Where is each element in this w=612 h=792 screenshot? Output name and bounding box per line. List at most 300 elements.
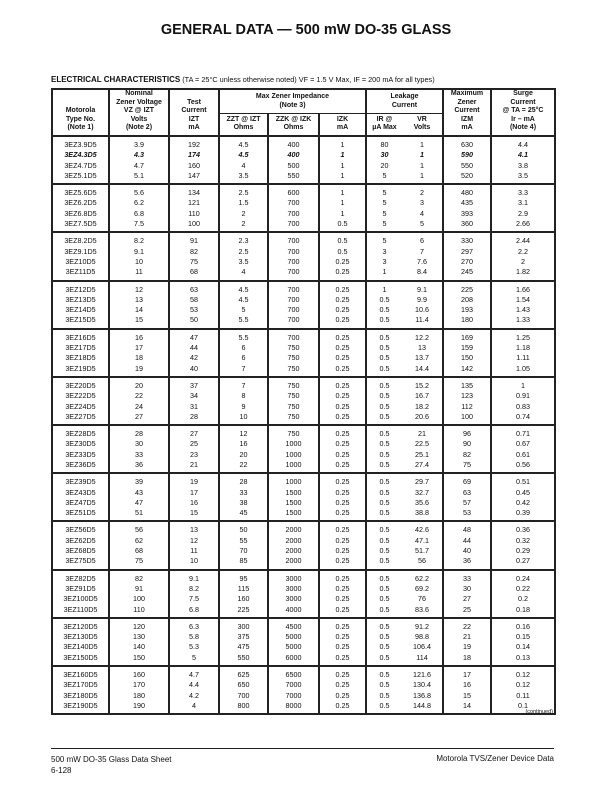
cell-ir: 30 bbox=[366, 150, 402, 160]
cell-zzt: 20 bbox=[219, 450, 268, 460]
cell-zzt: 28 bbox=[219, 473, 268, 487]
table-row bbox=[52, 570, 555, 584]
cell-ir: 5 bbox=[366, 184, 402, 198]
cell-zzk: 6000 bbox=[268, 653, 319, 666]
cell-izm: 297 bbox=[443, 247, 491, 257]
cell-test-current: 40 bbox=[169, 364, 219, 377]
cell-zzk: 700 bbox=[268, 267, 319, 280]
cell-zzt: 4.5 bbox=[219, 295, 268, 305]
cell-surge-current: 1.05 bbox=[491, 364, 555, 377]
cell-test-current: 110 bbox=[169, 209, 219, 219]
cell-nominal-voltage: 7.5 bbox=[109, 219, 169, 232]
cell-izm: 100 bbox=[443, 412, 491, 425]
cell-nominal-voltage: 82 bbox=[109, 570, 169, 584]
table-row bbox=[52, 439, 555, 449]
cell-ir: 0.5 bbox=[366, 488, 402, 498]
cell-vr: 121.6 bbox=[402, 666, 443, 680]
header-line: Current bbox=[181, 107, 207, 115]
cell-zzk: 7000 bbox=[268, 691, 319, 701]
cell-nominal-voltage: 39 bbox=[109, 473, 169, 487]
cell-type-no: 3EZ56D5 bbox=[52, 521, 109, 535]
cell-nominal-voltage: 15 bbox=[109, 315, 169, 328]
cell-type-no: 3EZ4.7D5 bbox=[52, 161, 109, 171]
cell-ir: 0.5 bbox=[366, 329, 402, 343]
cell-ir: 5 bbox=[366, 209, 402, 219]
cell-surge-current: 0.16 bbox=[491, 618, 555, 632]
cell-ir: 0.5 bbox=[366, 546, 402, 556]
cell-izm: 15 bbox=[443, 691, 491, 701]
header-line: Motorola bbox=[65, 107, 96, 115]
cell-zzk: 2000 bbox=[268, 536, 319, 546]
cell-ir: 0.5 bbox=[366, 439, 402, 449]
cell-zzt: 6 bbox=[219, 353, 268, 363]
cell-zzt: 33 bbox=[219, 488, 268, 498]
cell-surge-current: 0.83 bbox=[491, 402, 555, 412]
cell-vr: 13 bbox=[402, 343, 443, 353]
cell-izk: 1 bbox=[319, 184, 366, 198]
cell-test-current: 4 bbox=[169, 701, 219, 714]
cell-izm: 53 bbox=[443, 508, 491, 521]
cell-type-no: 3EZ82D5 bbox=[52, 570, 109, 584]
cell-test-current: 37 bbox=[169, 377, 219, 391]
cell-surge-current: 0.42 bbox=[491, 498, 555, 508]
cell-zzk: 5000 bbox=[268, 632, 319, 642]
cell-vr: 22.5 bbox=[402, 439, 443, 449]
cell-izk: 0.25 bbox=[319, 546, 366, 556]
cell-izm: 112 bbox=[443, 402, 491, 412]
table-row bbox=[52, 198, 555, 208]
cell-nominal-voltage: 14 bbox=[109, 305, 169, 315]
cell-vr: 4 bbox=[402, 209, 443, 219]
cell-izm: 245 bbox=[443, 267, 491, 280]
cell-surge-current: 2.44 bbox=[491, 232, 555, 246]
cell-izm: 75 bbox=[443, 460, 491, 473]
header-line: Surge bbox=[513, 90, 533, 97]
cell-zzt: 2 bbox=[219, 209, 268, 219]
cell-surge-current: 2.9 bbox=[491, 209, 555, 219]
cell-izk: 0.25 bbox=[319, 377, 366, 391]
cell-ir: 0.5 bbox=[366, 680, 402, 690]
cell-zzt: 550 bbox=[219, 653, 268, 666]
cell-zzt: 625 bbox=[219, 666, 268, 680]
footer-divider bbox=[51, 748, 554, 749]
cell-type-no: 3EZ13D5 bbox=[52, 295, 109, 305]
cell-test-current: 15 bbox=[169, 508, 219, 521]
cell-test-current: 8.2 bbox=[169, 584, 219, 594]
cell-izm: 520 bbox=[443, 171, 491, 184]
cell-nominal-voltage: 75 bbox=[109, 556, 169, 569]
cell-type-no: 3EZ9.1D5 bbox=[52, 247, 109, 257]
cell-zzt: 16 bbox=[219, 439, 268, 449]
cell-nominal-voltage: 6.8 bbox=[109, 209, 169, 219]
cell-nominal-voltage: 10 bbox=[109, 257, 169, 267]
cell-test-current: 16 bbox=[169, 498, 219, 508]
cell-zzt: 115 bbox=[219, 584, 268, 594]
cell-surge-current: 0.71 bbox=[491, 425, 555, 439]
cell-nominal-voltage: 190 bbox=[109, 701, 169, 714]
cell-type-no: 3EZ11D5 bbox=[52, 267, 109, 280]
header-line: ZZK @ IZK bbox=[275, 115, 312, 123]
cell-nominal-voltage: 140 bbox=[109, 642, 169, 652]
cell-surge-current: 1.11 bbox=[491, 353, 555, 363]
header-line: VR bbox=[417, 115, 427, 123]
cell-zzk: 700 bbox=[268, 295, 319, 305]
cell-vr: 83.6 bbox=[402, 605, 443, 618]
table-row bbox=[52, 257, 555, 267]
cell-vr: 38.8 bbox=[402, 508, 443, 521]
header-type bbox=[52, 89, 109, 136]
cell-izk: 1 bbox=[319, 161, 366, 171]
cell-zzk: 8000 bbox=[268, 701, 319, 714]
cell-type-no: 3EZ16D5 bbox=[52, 329, 109, 343]
cell-zzt: 800 bbox=[219, 701, 268, 714]
cell-zzt: 95 bbox=[219, 570, 268, 584]
cell-nominal-voltage: 18 bbox=[109, 353, 169, 363]
cell-vr: 62.2 bbox=[402, 570, 443, 584]
cell-vr: 144.8 bbox=[402, 701, 443, 714]
header-max-zener-current bbox=[443, 89, 491, 136]
cell-surge-current: 3.1 bbox=[491, 198, 555, 208]
cell-izk: 0.25 bbox=[319, 460, 366, 473]
cell-vr: 9.1 bbox=[402, 281, 443, 295]
cell-zzt: 4.5 bbox=[219, 281, 268, 295]
cell-zzk: 2000 bbox=[268, 556, 319, 569]
cell-surge-current: 0.32 bbox=[491, 536, 555, 546]
cell-surge-current: 1.18 bbox=[491, 343, 555, 353]
header-line: Ohms bbox=[283, 124, 304, 132]
cell-zzt: 10 bbox=[219, 412, 268, 425]
table-row bbox=[52, 498, 555, 508]
cell-zzk: 500 bbox=[268, 161, 319, 171]
cell-vr: 9.9 bbox=[402, 295, 443, 305]
cell-type-no: 3EZ17D5 bbox=[52, 343, 109, 353]
cell-vr: 35.6 bbox=[402, 498, 443, 508]
cell-type-no: 3EZ75D5 bbox=[52, 556, 109, 569]
table-row bbox=[52, 460, 555, 473]
cell-izm: 22 bbox=[443, 618, 491, 632]
header-max-zener-impedance bbox=[219, 89, 366, 114]
cell-vr: 15.2 bbox=[402, 377, 443, 391]
cell-izk: 1 bbox=[319, 171, 366, 184]
cell-test-current: 34 bbox=[169, 391, 219, 401]
cell-zzt: 5.5 bbox=[219, 315, 268, 328]
cell-ir: 1 bbox=[366, 281, 402, 295]
cell-test-current: 174 bbox=[169, 150, 219, 160]
cell-ir: 3 bbox=[366, 257, 402, 267]
cell-nominal-voltage: 22 bbox=[109, 391, 169, 401]
cell-nominal-voltage: 51 bbox=[109, 508, 169, 521]
cell-nominal-voltage: 180 bbox=[109, 691, 169, 701]
cell-zzt: 3.5 bbox=[219, 257, 268, 267]
cell-vr: 29.7 bbox=[402, 473, 443, 487]
cell-ir: 5 bbox=[366, 198, 402, 208]
cell-zzt: 5.5 bbox=[219, 329, 268, 343]
cell-surge-current: 3.8 bbox=[491, 161, 555, 171]
cell-surge-current: 2 bbox=[491, 257, 555, 267]
cell-izm: 44 bbox=[443, 536, 491, 546]
cell-zzk: 750 bbox=[268, 412, 319, 425]
cell-izk: 0.25 bbox=[319, 473, 366, 487]
cell-izk: 1 bbox=[319, 136, 366, 150]
cell-type-no: 3EZ51D5 bbox=[52, 508, 109, 521]
header-line: @ TA = 25°C bbox=[502, 107, 544, 115]
cell-nominal-voltage: 28 bbox=[109, 425, 169, 439]
cell-izm: 393 bbox=[443, 209, 491, 219]
cell-izk: 0.25 bbox=[319, 498, 366, 508]
cell-ir: 0.5 bbox=[366, 460, 402, 473]
table-row bbox=[52, 618, 555, 632]
cell-nominal-voltage: 30 bbox=[109, 439, 169, 449]
table-row bbox=[52, 701, 555, 714]
cell-zzk: 1000 bbox=[268, 473, 319, 487]
cell-vr: 69.2 bbox=[402, 584, 443, 594]
cell-nominal-voltage: 5.1 bbox=[109, 171, 169, 184]
cell-vr: 18.2 bbox=[402, 402, 443, 412]
cell-type-no: 3EZ19D5 bbox=[52, 364, 109, 377]
cell-ir: 0.5 bbox=[366, 521, 402, 535]
cell-zzk: 700 bbox=[268, 198, 319, 208]
cell-zzt: 160 bbox=[219, 594, 268, 604]
cell-izk: 0.25 bbox=[319, 632, 366, 642]
cell-ir: 0.5 bbox=[366, 425, 402, 439]
cell-izk: 0.25 bbox=[319, 556, 366, 569]
cell-surge-current: 0.11 bbox=[491, 691, 555, 701]
table-row bbox=[52, 353, 555, 363]
cell-zzk: 750 bbox=[268, 425, 319, 439]
cell-test-current: 21 bbox=[169, 460, 219, 473]
cell-zzt: 2.3 bbox=[219, 232, 268, 246]
cell-test-current: 58 bbox=[169, 295, 219, 305]
cell-test-current: 10 bbox=[169, 556, 219, 569]
cell-zzk: 2000 bbox=[268, 521, 319, 535]
cell-ir: 0.5 bbox=[366, 632, 402, 642]
cell-surge-current: 1 bbox=[491, 377, 555, 391]
cell-zzt: 650 bbox=[219, 680, 268, 690]
header-line: mA bbox=[188, 124, 200, 132]
table-row bbox=[52, 136, 555, 150]
cell-izm: 57 bbox=[443, 498, 491, 508]
header-line: Maximum bbox=[450, 90, 484, 97]
cell-ir: 0.5 bbox=[366, 584, 402, 594]
cell-ir: 5 bbox=[366, 232, 402, 246]
cell-type-no: 3EZ120D5 bbox=[52, 618, 109, 632]
header-line: mA bbox=[461, 124, 473, 132]
cell-vr: 20.6 bbox=[402, 412, 443, 425]
header-line: Type No. bbox=[65, 115, 96, 123]
cell-zzk: 6500 bbox=[268, 666, 319, 680]
cell-zzt: 8 bbox=[219, 391, 268, 401]
cell-izk: 0.25 bbox=[319, 412, 366, 425]
cell-ir: 5 bbox=[366, 171, 402, 184]
cell-vr: 114 bbox=[402, 653, 443, 666]
cell-vr: 106.4 bbox=[402, 642, 443, 652]
cell-vr: 11.4 bbox=[402, 315, 443, 328]
cell-test-current: 5 bbox=[169, 653, 219, 666]
header-test-current bbox=[169, 89, 219, 136]
cell-izk: 0.25 bbox=[319, 364, 366, 377]
cell-surge-current: 4.1 bbox=[491, 150, 555, 160]
cell-zzt: 3.5 bbox=[219, 171, 268, 184]
table-row bbox=[52, 219, 555, 232]
cell-test-current: 19 bbox=[169, 473, 219, 487]
cell-surge-current: 0.12 bbox=[491, 680, 555, 690]
cell-izk: 0.25 bbox=[319, 618, 366, 632]
cell-zzt: 1.5 bbox=[219, 198, 268, 208]
electrical-characteristics-table bbox=[51, 88, 556, 715]
cell-ir: 0.5 bbox=[366, 295, 402, 305]
cell-izk: 0.5 bbox=[319, 247, 366, 257]
cell-izm: 225 bbox=[443, 281, 491, 295]
cell-test-current: 28 bbox=[169, 412, 219, 425]
cell-izm: 590 bbox=[443, 150, 491, 160]
cell-type-no: 3EZ47D5 bbox=[52, 498, 109, 508]
cell-ir: 0.5 bbox=[366, 305, 402, 315]
cell-test-current: 42 bbox=[169, 353, 219, 363]
cell-izk: 0.25 bbox=[319, 488, 366, 498]
cell-izk: 0.25 bbox=[319, 391, 366, 401]
table-row bbox=[52, 653, 555, 666]
cell-zzt: 70 bbox=[219, 546, 268, 556]
cell-test-current: 13 bbox=[169, 521, 219, 535]
cell-ir: 0.5 bbox=[366, 691, 402, 701]
cell-izm: 36 bbox=[443, 556, 491, 569]
cell-zzk: 1000 bbox=[268, 439, 319, 449]
header-line: IZM bbox=[460, 115, 474, 123]
cell-zzk: 700 bbox=[268, 315, 319, 328]
cell-zzk: 1000 bbox=[268, 450, 319, 460]
cell-surge-current: 0.74 bbox=[491, 412, 555, 425]
table-row bbox=[52, 281, 555, 295]
cell-zzk: 7000 bbox=[268, 680, 319, 690]
header-line: Volts bbox=[130, 115, 148, 123]
cell-zzk: 5000 bbox=[268, 642, 319, 652]
table-row bbox=[52, 377, 555, 391]
cell-izm: 435 bbox=[443, 198, 491, 208]
table-row bbox=[52, 546, 555, 556]
cell-nominal-voltage: 8.2 bbox=[109, 232, 169, 246]
cell-zzk: 3000 bbox=[268, 584, 319, 594]
cell-zzk: 700 bbox=[268, 329, 319, 343]
footer-page-number: 6-128 bbox=[51, 766, 72, 775]
cell-izm: 30 bbox=[443, 584, 491, 594]
table-row bbox=[52, 488, 555, 498]
cell-type-no: 3EZ140D5 bbox=[52, 642, 109, 652]
cell-nominal-voltage: 36 bbox=[109, 460, 169, 473]
cell-surge-current: 1.54 bbox=[491, 295, 555, 305]
table-row bbox=[52, 450, 555, 460]
header-line: µA Max bbox=[372, 124, 397, 132]
cell-nominal-voltage: 9.1 bbox=[109, 247, 169, 257]
cell-izk: 0.25 bbox=[319, 594, 366, 604]
cell-izm: 208 bbox=[443, 295, 491, 305]
header-zener-voltage bbox=[109, 89, 169, 136]
cell-ir: 0.5 bbox=[366, 570, 402, 584]
cell-izk: 0.25 bbox=[319, 329, 366, 343]
cell-ir: 0.5 bbox=[366, 498, 402, 508]
cell-izk: 0.25 bbox=[319, 584, 366, 594]
table-row bbox=[52, 305, 555, 315]
cell-zzk: 700 bbox=[268, 247, 319, 257]
cell-type-no: 3EZ91D5 bbox=[52, 584, 109, 594]
cell-izm: 16 bbox=[443, 680, 491, 690]
header-line: (Note 3) bbox=[279, 101, 306, 109]
cell-izm: 48 bbox=[443, 521, 491, 535]
cell-test-current: 75 bbox=[169, 257, 219, 267]
table-body bbox=[52, 136, 555, 714]
cell-type-no: 3EZ110D5 bbox=[52, 605, 109, 618]
cell-izk: 0.25 bbox=[319, 257, 366, 267]
header-line: IZK bbox=[336, 115, 349, 123]
cell-ir: 0.5 bbox=[366, 391, 402, 401]
cell-type-no: 3EZ3.9D5 bbox=[52, 136, 109, 150]
cell-izm: 193 bbox=[443, 305, 491, 315]
cell-ir: 0.5 bbox=[366, 536, 402, 546]
footer-left bbox=[51, 754, 172, 776]
cell-zzt: 2.5 bbox=[219, 247, 268, 257]
cell-test-current: 27 bbox=[169, 425, 219, 439]
cell-test-current: 23 bbox=[169, 450, 219, 460]
cell-test-current: 44 bbox=[169, 343, 219, 353]
cell-type-no: 3EZ10D5 bbox=[52, 257, 109, 267]
cell-zzt: 2 bbox=[219, 219, 268, 232]
cell-zzt: 4.5 bbox=[219, 136, 268, 150]
cell-izm: 150 bbox=[443, 353, 491, 363]
cell-type-no: 3EZ28D5 bbox=[52, 425, 109, 439]
cell-izm: 480 bbox=[443, 184, 491, 198]
cell-ir: 3 bbox=[366, 247, 402, 257]
cell-nominal-voltage: 20 bbox=[109, 377, 169, 391]
cell-zzt: 375 bbox=[219, 632, 268, 642]
header-line: Nominal bbox=[125, 90, 153, 97]
cell-test-current: 6.8 bbox=[169, 605, 219, 618]
cell-izk: 0.25 bbox=[319, 315, 366, 328]
cell-surge-current: 0.39 bbox=[491, 508, 555, 521]
cell-surge-current: 0.18 bbox=[491, 605, 555, 618]
cell-izk: 0.25 bbox=[319, 666, 366, 680]
cell-ir: 0.5 bbox=[366, 473, 402, 487]
cell-surge-current: 0.56 bbox=[491, 460, 555, 473]
cell-vr: 91.2 bbox=[402, 618, 443, 632]
cell-vr: 13.7 bbox=[402, 353, 443, 363]
cell-type-no: 3EZ14D5 bbox=[52, 305, 109, 315]
cell-test-current: 7.5 bbox=[169, 594, 219, 604]
cell-zzk: 1000 bbox=[268, 460, 319, 473]
cell-izk: 0.25 bbox=[319, 508, 366, 521]
cell-izm: 25 bbox=[443, 605, 491, 618]
cell-zzk: 750 bbox=[268, 353, 319, 363]
cell-nominal-voltage: 16 bbox=[109, 329, 169, 343]
cell-type-no: 3EZ4.3D5 bbox=[52, 150, 109, 160]
cell-ir: 0.5 bbox=[366, 450, 402, 460]
caption-heading: ELECTRICAL CHARACTERISTICS bbox=[51, 75, 181, 84]
header-leakage-current bbox=[366, 89, 443, 114]
cell-nominal-voltage: 33 bbox=[109, 450, 169, 460]
cell-izk: 0.25 bbox=[319, 605, 366, 618]
cell-nominal-voltage: 19 bbox=[109, 364, 169, 377]
cell-test-current: 134 bbox=[169, 184, 219, 198]
cell-zzt: 6 bbox=[219, 343, 268, 353]
cell-vr: 12.2 bbox=[402, 329, 443, 343]
table-row bbox=[52, 521, 555, 535]
cell-izm: 630 bbox=[443, 136, 491, 150]
cell-surge-current: 0.61 bbox=[491, 450, 555, 460]
cell-zzt: 45 bbox=[219, 508, 268, 521]
header-line: Test bbox=[187, 98, 201, 106]
cell-izk: 0.25 bbox=[319, 653, 366, 666]
header-zzt bbox=[219, 114, 268, 136]
cell-test-current: 53 bbox=[169, 305, 219, 315]
cell-zzt: 700 bbox=[219, 691, 268, 701]
